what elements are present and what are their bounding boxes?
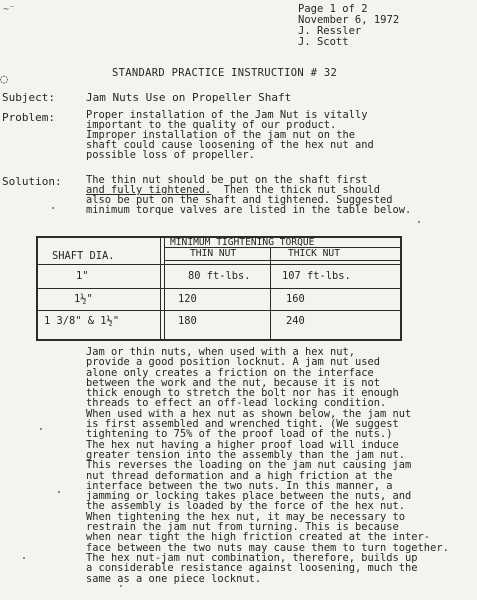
- body-line: face between the two nuts may cause them to turn together.: [86, 541, 449, 554]
- row-2-thick: 160: [286, 293, 305, 305]
- scan-speck: [52, 207, 54, 209]
- body-line: between the work and the nut, because it is not: [86, 376, 381, 389]
- table-divider: [38, 264, 400, 265]
- body-line: nut thread deformation and a high friction at the: [86, 469, 393, 482]
- column-header-shaft-dia: SHAFT DIA.: [52, 250, 115, 262]
- body-line: When tightening the hex nut, it may be necessary to: [86, 510, 406, 523]
- document-title: STANDARD PRACTICE INSTRUCTION # 32: [112, 67, 338, 79]
- corner-pen-mark: ~⁻: [3, 4, 16, 15]
- solution-label: Solution:: [2, 175, 62, 188]
- row-1-thick: 107 ft-lbs.: [282, 270, 351, 282]
- body-paragraph: [86, 347, 449, 584]
- scan-speck: [418, 221, 420, 223]
- body-line: the assembly is loaded by the force of the hex nut.: [86, 500, 406, 513]
- solution-text: [86, 175, 411, 215]
- row-2-thin: 120: [178, 293, 197, 305]
- table-divider: [38, 310, 400, 311]
- subject-text: Jam Nuts Use on Propeller Shaft: [86, 91, 292, 104]
- body-line: The hex nut-jam nut combination, therefore, builds up: [86, 551, 418, 564]
- body-line: Jam or thin nuts, when used with a hex nut,: [86, 346, 355, 358]
- column-header-thick-nut: THICK NUT: [288, 248, 340, 259]
- torque-table: [36, 236, 402, 341]
- body-line: threads to effect an off-lead locking condition.: [86, 397, 387, 410]
- body-line: alone only creates a friction on the interface: [86, 366, 374, 379]
- author-1: J. Ressler: [298, 25, 362, 37]
- solution-line: The thin nut should be put on the shaft first: [86, 174, 368, 186]
- row-1-dia: 1": [76, 270, 89, 282]
- row-3-dia: 1 3/8" & 1½": [44, 315, 120, 327]
- body-line: is first assembled and wrenched tight. (We suggest: [86, 418, 399, 431]
- problem-line: Proper installation of the Jam Nut is vitally: [86, 109, 368, 121]
- solution-underlined-text: and fully tightened.: [86, 184, 212, 196]
- row-3-thin: 180: [178, 315, 197, 327]
- hole-punch-mark: ◌: [0, 72, 8, 87]
- body-line: This reverses the loading on the jam nut causing jam: [86, 459, 412, 472]
- body-line: greater tension into the assembly than the jam nut.: [86, 448, 406, 461]
- body-line: restrain the jam nut from turning. This is because: [86, 521, 399, 534]
- body-line: same as a one piece locknut.: [86, 572, 262, 585]
- problem-label: Problem:: [2, 111, 55, 124]
- body-line: When used with a hex nut as shown below, the jam nut: [86, 407, 412, 420]
- date: November 6, 1972: [298, 14, 400, 26]
- row-2-dia: 1½": [74, 293, 93, 305]
- page-number: Page 1 of 2: [298, 3, 368, 15]
- body-line: thick enough to stretch the bolt nor has it enough: [86, 387, 399, 400]
- row-3-thick: 240: [286, 315, 305, 327]
- body-line: tightening to 75% of the proof load of the nuts.): [86, 428, 393, 441]
- body-line: jamming or locking takes place between the nuts, and: [86, 490, 412, 503]
- scan-speck: [58, 491, 60, 493]
- problem-line: possible loss of propeller.: [86, 149, 255, 161]
- author-2: J. Scott: [298, 36, 349, 48]
- body-line: when near tight the high friction created at the inter-: [86, 531, 431, 544]
- problem-line: shaft could cause loosening of the hex nut and: [86, 139, 374, 151]
- group-header-torque: MINIMUM TIGHTENING TORQUE: [170, 237, 315, 248]
- body-line: The hex nut having a higher proof load will induce: [86, 438, 399, 451]
- solution-line: also be put on the shaft and tightened. Suggested: [86, 194, 393, 206]
- scan-speck: [23, 557, 25, 559]
- problem-line: Improper installation of the jam nut on the: [86, 129, 355, 141]
- header-block: [298, 4, 399, 48]
- body-line: interface between the two nuts. In this manner, a: [86, 479, 393, 492]
- body-line: a considerable resistance against loosening, much the: [86, 562, 418, 575]
- subject-label: Subject:: [2, 91, 55, 104]
- problem-text: [86, 110, 374, 160]
- scan-speck: [40, 428, 42, 430]
- table-divider: [38, 288, 400, 289]
- solution-line-rest: Then the thick nut should: [211, 184, 381, 196]
- solution-line: minimum torque valves are listed in the table below.: [86, 204, 412, 216]
- problem-line: important to the quality of our product.: [86, 119, 337, 131]
- row-1-thin: 80 ft-lbs.: [188, 270, 251, 282]
- body-line: provide a good position locknut. A jam nut used: [86, 356, 381, 369]
- scan-speck: [120, 585, 122, 587]
- column-header-thin-nut: THIN NUT: [190, 248, 237, 259]
- table-divider: [164, 260, 400, 261]
